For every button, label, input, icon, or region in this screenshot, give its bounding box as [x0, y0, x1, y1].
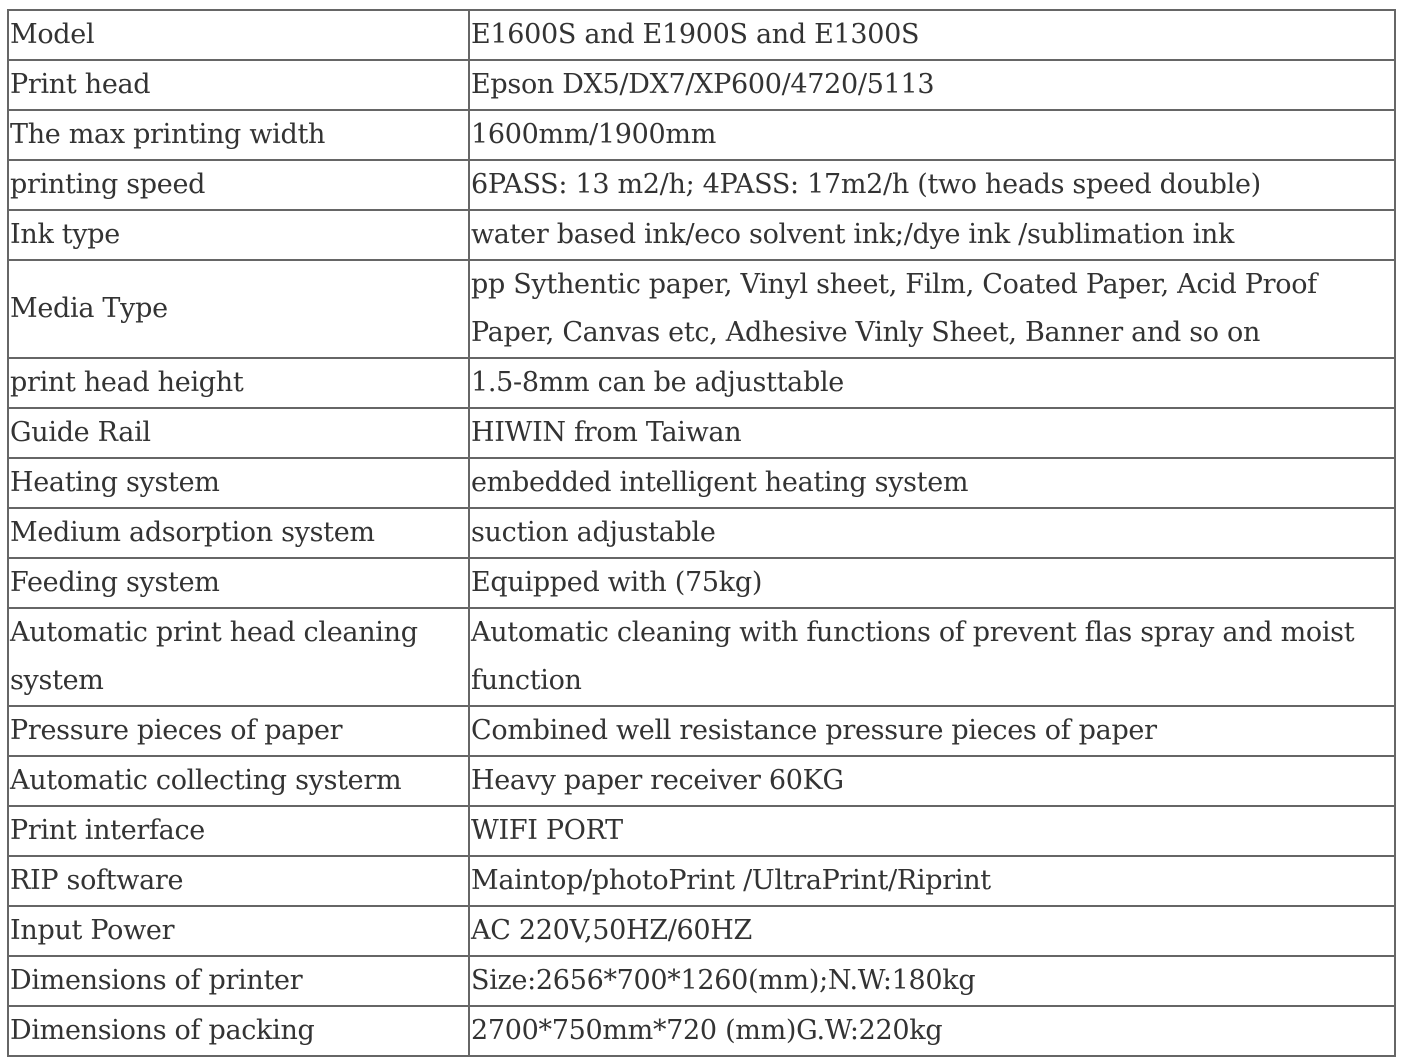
table-row — [8, 508, 1395, 558]
spec-value: Equipped with (75kg) — [469, 558, 1395, 608]
spec-label: Print head — [8, 60, 469, 110]
spec-value: Epson DX5/DX7/XP600/4720/5113 — [469, 60, 1395, 110]
spec-label: Guide Rail — [8, 408, 469, 458]
table-row — [8, 1006, 1395, 1056]
spec-label: printing speed — [8, 160, 469, 210]
table-row — [8, 706, 1395, 756]
spec-value: 6PASS: 13 m2/h; 4PASS: 17m2/h (two heads speed double) — [469, 160, 1395, 210]
spec-value: Automatic cleaning with functions of prevent flas spray and moist function — [469, 608, 1395, 706]
spec-label: The max printing width — [8, 110, 469, 160]
table-row — [8, 210, 1395, 260]
spec-value: Heavy paper receiver 60KG — [469, 756, 1395, 806]
table-row — [8, 458, 1395, 508]
spec-label: Heating system — [8, 458, 469, 508]
table-row — [8, 558, 1395, 608]
spec-value: embedded intelligent heating system — [469, 458, 1395, 508]
spec-label: Print interface — [8, 806, 469, 856]
table-row — [8, 956, 1395, 1006]
spec-value: water based ink/eco solvent ink;/dye ink /sublimation ink — [469, 210, 1395, 260]
spec-label: Ink type — [8, 210, 469, 260]
table-row — [8, 110, 1395, 160]
spec-value: pp Sythentic paper, Vinyl sheet, Film, Coated Paper, Acid Proof Paper, Canvas etc, Adhesive Vinly Sheet, Banner and so on — [469, 260, 1395, 358]
spec-value: suction adjustable — [469, 508, 1395, 558]
spec-label: Feeding system — [8, 558, 469, 608]
spec-value: 1600mm/1900mm — [469, 110, 1395, 160]
spec-value: WIFI PORT — [469, 806, 1395, 856]
spec-value: HIWIN from Taiwan — [469, 408, 1395, 458]
spec-label: Automatic collecting systerm — [8, 756, 469, 806]
table-row — [8, 160, 1395, 210]
spec-label: Model — [8, 10, 469, 60]
table-row — [8, 856, 1395, 906]
spec-label: Input Power — [8, 906, 469, 956]
spec-label: Pressure pieces of paper — [8, 706, 469, 756]
table-row — [8, 408, 1395, 458]
table-row — [8, 260, 1395, 358]
table-row — [8, 756, 1395, 806]
spec-value: Maintop/photoPrint /UltraPrint/Riprint — [469, 856, 1395, 906]
table-row — [8, 906, 1395, 956]
spec-table-body — [8, 10, 1395, 1056]
table-row — [8, 358, 1395, 408]
spec-value: Size:2656*700*1260(mm);N.W:180kg — [469, 956, 1395, 1006]
spec-value: E1600S and E1900S and E1300S — [469, 10, 1395, 60]
spec-label: print head height — [8, 358, 469, 408]
spec-label: Dimensions of printer — [8, 956, 469, 1006]
spec-label: RIP software — [8, 856, 469, 906]
spec-table — [7, 9, 1396, 1057]
spec-value: 1.5-8mm can be adjusttable — [469, 358, 1395, 408]
spec-label: Dimensions of packing — [8, 1006, 469, 1056]
table-row — [8, 10, 1395, 60]
table-row — [8, 806, 1395, 856]
spec-label: Automatic print head cleaning system — [8, 608, 469, 706]
spec-value: AC 220V,50HZ/60HZ — [469, 906, 1395, 956]
table-row — [8, 60, 1395, 110]
spec-value: Combined well resistance pressure pieces of paper — [469, 706, 1395, 756]
spec-label: Media Type — [8, 260, 469, 358]
spec-label: Medium adsorption system — [8, 508, 469, 558]
table-row — [8, 608, 1395, 706]
spec-value: 2700*750mm*720 (mm)G.W:220kg — [469, 1006, 1395, 1056]
